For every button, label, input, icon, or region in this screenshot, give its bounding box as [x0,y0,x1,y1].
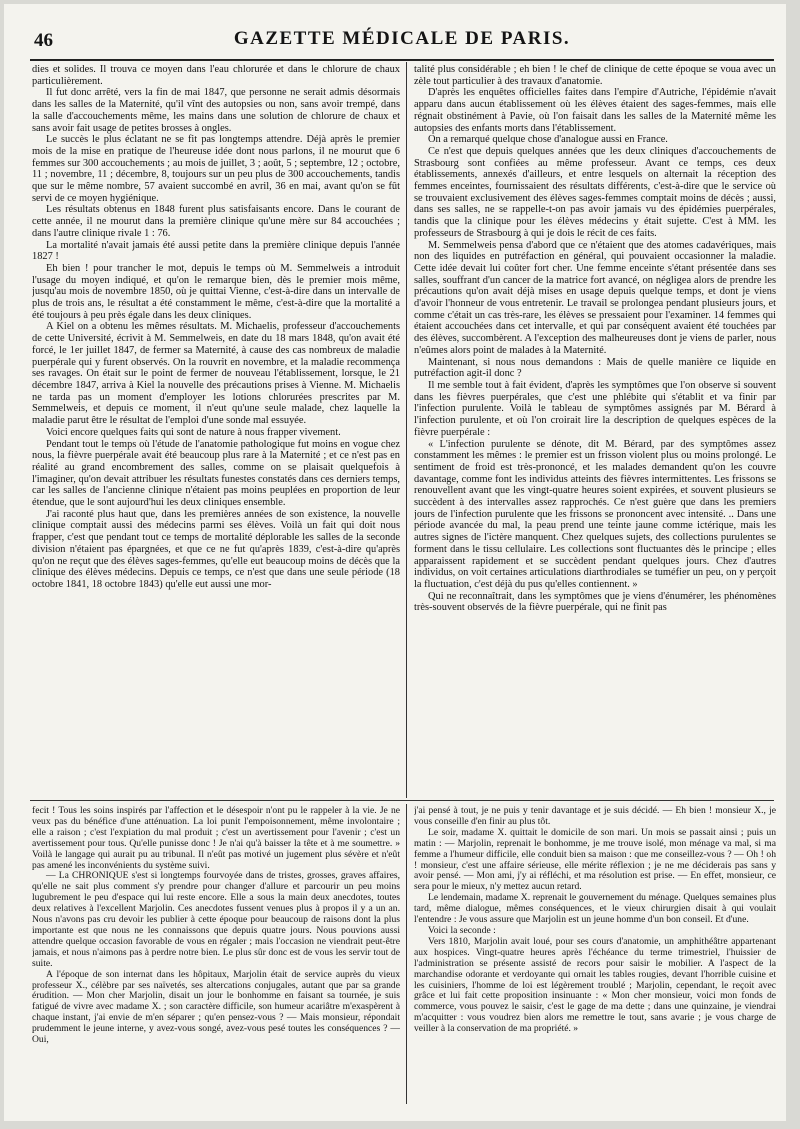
feuilleton-left-column [32,806,400,1102]
paragraph: A l'époque de son internat dans les hôpitaux, Marjolin était de service auprès du vieux professeur X., célèbre par ses naïvetés, ses altercations conjugales, autant que par sa grande érudition. — Mon cher Marjolin, disait un jour le bonhomme en faisant sa tournée, je suis fatigué de vivre avec madame X. ; son caractère difficile, son humeur acariâtre m'exaspèrent à chaque instant, j'ai envie de m'en séparer ; qu'en pensez-vous ? — Mais monsieur, répondait prudemment le jeune interne, y avez-vous songé, avez-vous pesé toutes les conséquences ? — Oui, [32,968,400,1046]
paragraph: Vers 1810, Marjolin avait loué, pour ses cours d'anatomie, un amphithéâtre appartenant aux hospices. Vingt-quatre heures après l'échéance du terme trimestriel, l'huissier de l'administration se présente assisté de recors pour saisir le mobilier. A l'aspect de la marchandise odorante et verdoyante qui ornait les tables rougies, devant l'horrible cuisine et les cuisiniers, l'homme de loi est légèrement troublé ; Marjolin, cependant, le reçoit avec grâce et lui fait cette proposition insinuante : « Mon cher monsieur, voici mon fonds de commerce, vous pouvez le saisir, c'est le gage de ma dette ; dans une quinzaine, je viendrai m'acquitter : vous voudrez bien alors me remettre le tout, sans avarie ; je vous charge de veiller à la conservation de ma propriété. » [414,935,776,1035]
paragraph: M. Semmelweis pensa d'abord que ce n'étaient que des atomes cadavériques, mais non des liquides en putréfaction en général, qui pouvaient occasionner la maladie. Cette idée devait lui coûter fort cher. Une femme enceinte s'étant présentée dans ses salles, souffrant d'un cancer de la matrice fort avancé, on négligea alors de prendre les précautions qu'on avait déjà mises en usage depuis quelque temps, et dont je viens d'avoir l'honneur de vous entretenir. Le travail se prolongea pendant plusieurs jours, et comme c'était un cas très-rare, les élèves se pressaient pour l'examiner. 14 femmes qui étaient accouchées dans cet intervalle, et qui par conséquent avaient été touchées par des élèves, succombèrent. A l'exception des malheureuses dont je viens de parler, nous n'eûmes alors point de malades à la Maternité. [414,239,776,356]
paragraph: « L'infection purulente se dénote, dit M. Bérard, par des symptômes assez constamment les mêmes : le premier est un frisson violent plus ou moins prolongé. Le sentiment de froid est très-prononcé, et les malades demandent qu'on les couvre davantage, comme font les individus atteints des fièvres intermittentes. Les frissons se renouvellent avant que les vingt-quatre heures soient expirées, et souvent plusieurs se succèdent à des intervalles assez rapprochés. Ce n'est guère que dans les premiers jours de l'infection purulente que les frissons se prononcent avec intensité. .. Dans une période avancée du mal, la peau prend une teinte jaune comme ictérique, mais les autres signes de l'ictère manquent. Chez quelques sujets, des collections purulentes se forment dans le tissu cellulaire. Les collections sont fluctuantes dès le principe ; elles apparaissent rapidement et se succèdent pendant quelques jours. Chez d'autres individus, on voit certaines articulations diarthrodiales se tuméfier un peu, on y perçoit la fluctuation, c'est déjà du pus qu'elles contiennent. » [414,438,776,590]
paragraph: Les résultats obtenus en 1848 furent plus satisfaisants encore. Dans le courant de cette année, il ne mourut dans la première clinique qu'une mère sur 84 accouchées ; dans l'autre clinique rivale 1 : 76. [32,204,400,239]
newspaper-page [4,4,786,1121]
paragraph: Il me semble tout à fait évident, d'après les symptômes que l'on observe si souvent dans les fièvres puerpérales, que c'est une phlébite qui s'établit et va finir par l'infection purulente. Voilà le tableau de symptômes assignés par M. Bérard à l'infection purulente, et où l'on croirait lire la description de quelques espèces de la fièvre puerpérale : [414,379,776,438]
feuilleton-column-divider [406,804,407,1104]
paragraph: Le lendemain, madame X. reprenait le gouvernement du ménage. Quelques semaines plus tard, même dialogue, mêmes conséquences, et le vieux chirurgien disait à qui voulait l'entendre : Je vous assure que Marjolin est un jeune homme d'un bon conseil. Et d'une. [414,892,776,926]
paragraph: dies et solides. Il trouva ce moyen dans l'eau chlorurée et dans le chlorure de chaux particulièrement. [32,64,400,87]
paragraph: J'ai raconté plus haut que, dans les premières années de son existence, la nouvelle clinique comptait aussi des médecins parmi ses élèves. Voilà un fait qui doit nous frapper, c'est que pendant tout ce temps de mortalité déplorable les salles de la seconde division n'étaient pas épargnées, et que ce ne fut qu'après 1839, c'est-à-dire qu'après qu'on ne reçut que des élèves sages-femmes, qu'elle eut beaucoup moins de décès que la clinique des élèves médecins. Depuis ce temps, ce n'est que dans une seule période (18 octobre 1841, 18 octobre 1843) qu'elle eut aussi une mor- [32,508,400,590]
paragraph: Maintenant, si nous nous demandons : Mais de quelle manière ce liquide en putréfaction agit-il donc ? [414,356,776,380]
paragraph: — La CHRONIQUE s'est si longtemps fourvoyée dans de tristes, grosses, graves affaires, qu'elle ne sait plus comment s'y prendre pour changer d'allure et parcourir un peu moins lugubrement le peu d'espace qui lui reste encore. Elle a sous la main deux anecdotes, toutes deux relatives à l'excellent Marjolin. Ces anecdotes fussent venues plus à propos il y a un an. Nous n'avons pas cru devoir les publier à cette époque pour beaucoup de raisons dont la plus importante est que nous ne les connaissons que depuis quatre jours. Nous pouvions aussi attendre quelque occasion favorable de vous en régaler ; mais l'occasion ne viendrait peut-être jamais, et nous n'aimons pas à perdre notre bien. Le plus sûr donc est de vous les servir tout de suite. [32,870,400,969]
paragraph: Le soir, madame X. quittait le domicile de son mari. Un mois se passait ainsi ; puis un matin : — Marjolin, reprenait le bonhomme, je me trouve isolé, mon ménage va mal, si ma femme a l'humeur difficile, elle conduit bien sa maison : que me conseillez-vous ? — Oh ! oh ! monsieur, c'est une affaire sérieuse, elle mérite réflexion ; je ne me déciderais pas sans y avoir pensé. — Mon ami, j'y ai réfléchi, et ma résolution est prise. — En effet, monsieur, ce sera pour le mieux, n'y mettez aucun retard. [414,826,776,893]
paragraph: fecit ! Tous les soins inspirés par l'affection et le désespoir n'ont pu le rappeler à la vie. Je ne veux pas du bénéfice d'une atténuation. La loi punit l'empoisonnement, même involontaire ; elle a raison ; c'est l'expiation du mal produit ; c'est un avertissement pour l'avenir ; c'est un avertissement pour tous. Qu'elle punisse donc ! Je n'ai qu'à baisser la tête et à me soumettre. » Voilà le langage qui aurait pu au tribunal. Il n'eût pas motivé un jugement plus sévère et n'eût pas amené les inconvénients du système suivi. [32,806,400,871]
journal-title: GAZETTE MÉDICALE DE PARIS. [233,28,571,49]
paragraph: A Kiel on a obtenu les mêmes résultats. M. Michaelis, professeur d'accouchements de cette Université, écrivit à M. Semmelweis, en date du 18 mars 1848, qu'on avait été forcé, le 1er juillet 1847, de fermer sa Maternité, à cause des cas nombreux de maladie puerpérale qui y furent observés. On la rouvrit en novembre, et la maladie recommença ses ravages. On était sur le point de fermer de nouveau l'établissement, lorsque, le 21 décembre 1847, arriva à Kiel la nouvelle des précautions prises à Vienne. M. Michaelis ne tarda pas un moment d'employer les lotions chlorurées prescrites par M. Semmelweis, et depuis ce moment, il n'eut qu'une seule malade, chez laquelle la maladie parut être le résultat de l'emploi d'une sonde mal essuyée. [32,321,400,427]
paragraph: Le succès le plus éclatant ne se fit pas longtemps attendre. Déjà après le premier mois de la mise en pratique de l'heureuse idée dont nous parlons, il ne mourut que 6 femmes sur 300 accouchements ; au mois de juillet, 3 ; août, 5 ; septembre, 12 ; octobre, 11 ; novembre, 11 ; décembre, 8, toujours sur un peu plus de 300 accouchements, tandis que sur le même nombre, 57 avaient succombé en avril, 36 en mai, avant qu'on se fût servi de ce moyen hygiénique. [32,134,400,204]
paragraph: j'ai pensé à tout, je ne puis y tenir davantage et je suis décidé. — Eh bien ! monsieur X., je vous conseille d'en finir au plus tôt. [414,806,776,827]
paragraph: D'après les enquêtes officielles faites dans l'empire d'Autriche, l'épidémie n'avait apparu dans aucun établissement où les élèves étaient des sages-femmes, mais elle régnait obstinément à Pavie, où l'on faisait dans les salles de la Maternité même les autopsies des enfants morts dans l'établissement. [414,87,776,134]
article-left-column [32,64,400,794]
paragraph: Pendant tout le temps où l'étude de l'anatomie pathologique fut moins en vogue chez nous, la fièvre puerpérale avait été beaucoup plus rare à la Maternité ; et ce n'est pas en réalité au grand encombrement des salles, comme on se plaisait quelquefois à l'imaginer, qu'on devait attribuer les résultats funestes constatés dans ces derniers temps, car les salles de l'ancienne clinique n'étaient pas moins peuplées en proportion de leur étendue, que le sont aujourd'hui les deux cliniques ensemble. [32,438,400,509]
paragraph: Il fut donc arrêté, vers la fin de mai 1847, que personne ne serait admis désormais dans les salles de la Maternité, qu'il vînt des autopsies ou non, sans avoir trempé, dans la salle d'accouchements même, les mains dans une solution de chlorure de chaux et sans avoir fait usage de petites brosses à ongles. [32,87,400,134]
feuilleton-right-column [414,806,776,1102]
page-number: 46 [34,30,53,51]
paragraph: Voici encore quelques faits qui sont de nature à nous frapper vivement. [46,426,341,438]
paragraph: talité plus considérable ; eh bien ! le chef de clinique de cette époque se voua avec un zèle tout particulier à des travaux d'anatomie. [414,64,776,87]
feuilleton-separator [30,800,774,801]
article-right-column [414,64,776,794]
paragraph: La mortalité n'avait jamais été aussi petite dans la première clinique depuis l'année 1827 ! [32,239,400,263]
paragraph: Voici la seconde : [428,924,496,936]
paragraph: Qui ne reconnaîtrait, dans les symptômes que je viens d'énumérer, les phénomènes très-souvent observés de la fièvre puerpérale, qui ne finit pas [414,590,776,614]
header-rule [30,59,774,61]
column-divider [406,62,407,798]
paragraph: Eh bien ! pour trancher le mot, depuis le temps où M. Semmelweis a introduit l'usage du moyen indiqué, et qu'on le remarque bien, dès le premier mois même, jusqu'au mois de novembre 1850, où je quittai Vienne, c'est-à-dire dans un intervalle de plus de trois ans, le résultat a été constamment le même, c'est-à-dire que la mortalité a été toujours à peu près égale dans les deux cliniques. [32,262,400,321]
page-header [34,24,770,54]
paragraph: Ce n'est que depuis quelques années que les deux cliniques d'accouchements de Strasbourg sont confiées au même professeur. Avant ce temps, ces deux établissements, annexés d'ailleurs, et entre lesquels on alternait la réception des femmes enceintes, fournissaient des résultats différents, c'est-à-dire que le service où se trouvaient exclusivement des élèves sages-femmes comptait moins de décès ; aussi, dans ses salles, ne se rappelle-t-on pas avoir jamais vu des épidémies puerpérales, tandis que la clinique pour les élèves médecins y était sujette. C'est à MM. les professeurs de Strasbourg à qui je dois le récit de ces faits. [414,145,776,239]
paragraph: On a remarqué quelque chose d'analogue aussi en France. [428,134,668,146]
